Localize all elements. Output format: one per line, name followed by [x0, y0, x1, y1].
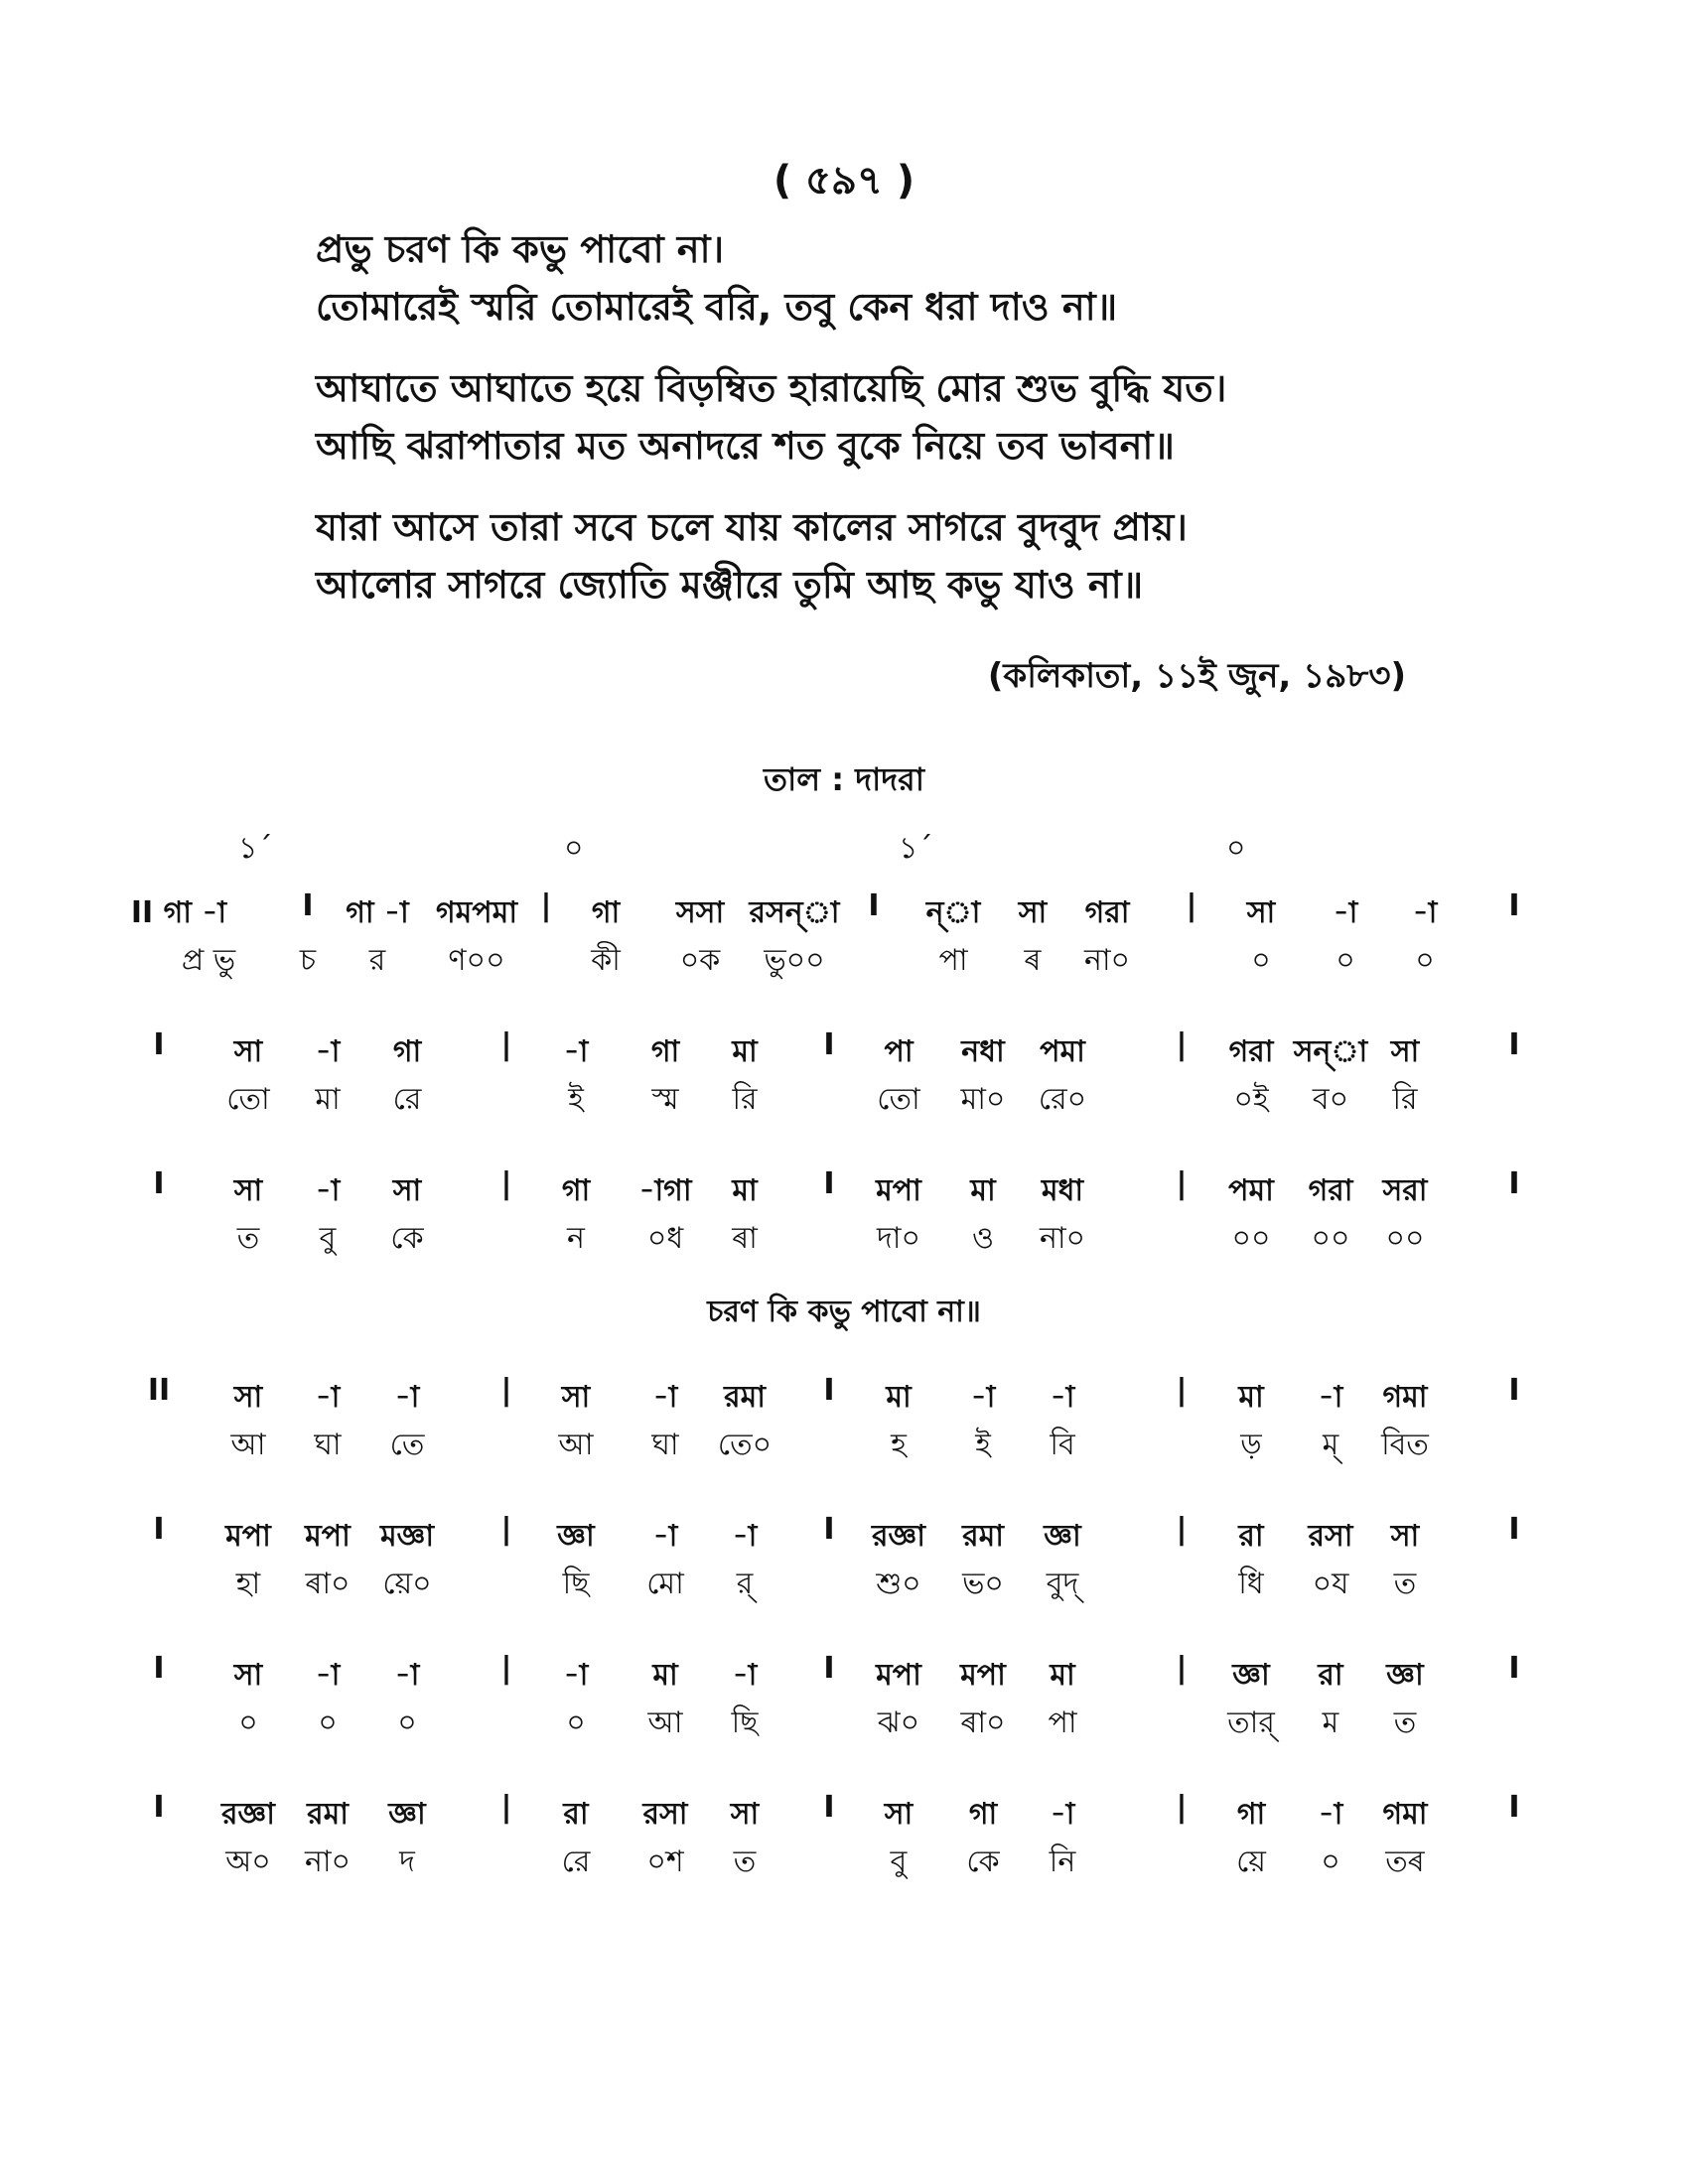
swara-cell: -া — [732, 1519, 758, 1554]
lyric-syllable: ত — [1393, 1706, 1417, 1740]
lyric-syllable: হ — [891, 1428, 907, 1462]
lyric-syllable: তো — [226, 1082, 270, 1117]
swara-cell: -া — [563, 1034, 589, 1069]
lyric-syllable: রে — [561, 1844, 591, 1879]
swara-cell: -া — [1318, 1797, 1343, 1832]
swara-cell: সা — [392, 1173, 422, 1208]
swara-cell: I — [1508, 1373, 1520, 1408]
lyrics — [316, 220, 1458, 637]
lyric-syllable: বু — [319, 1221, 337, 1256]
swara-cell: মজ্ঞা — [379, 1519, 435, 1554]
swara-cell: -া — [1050, 1797, 1075, 1832]
swara-row — [130, 888, 1539, 936]
lyric-syllable: ত — [1393, 1567, 1417, 1601]
swara-cell: I — [302, 888, 314, 923]
swara-cell: পমা — [1040, 1034, 1085, 1069]
notation-block — [149, 1166, 1539, 1262]
stanza-2 — [316, 359, 1458, 475]
lyric-syllable: ঝ০ — [877, 1706, 920, 1740]
swara-row — [149, 1512, 1539, 1560]
lyric-syllable-row — [149, 1214, 1539, 1262]
swara-cell: রসা — [642, 1797, 688, 1832]
swara-cell: সা — [561, 1380, 591, 1415]
lyric-syllable: ধি — [1238, 1567, 1264, 1601]
lyric-syllable: অ০ — [225, 1844, 271, 1879]
lyric-syllable: ম্ — [1322, 1428, 1339, 1462]
swara-cell: রা — [1318, 1658, 1343, 1693]
lyric-syllable: ০ — [566, 1706, 586, 1740]
swara-cell: মপা — [225, 1519, 271, 1554]
notation-block — [149, 1027, 1539, 1123]
lyric-syllable: বু — [890, 1844, 908, 1879]
lyric-syllable: না০ — [304, 1844, 352, 1879]
swara-cell: II গা -া — [130, 895, 227, 930]
lyric-syllable: ০০ — [1231, 1221, 1271, 1256]
swara-cell: রমা — [962, 1519, 1004, 1554]
swara-cell: মপা — [960, 1658, 1006, 1693]
lyric-line: যারা আসে তারা সবে চলে যায় কালের সাগরে বুদবুদ প্রায়। — [316, 505, 1188, 549]
lyric-syllable: ০০ — [1311, 1221, 1350, 1256]
notation-block — [149, 1651, 1539, 1746]
lyric-syllable: ০ক — [679, 943, 721, 978]
lyric-line: আলোর সাগরে জ্যোতি মঞ্জীরে তুমি আছ কভু যাও না॥ — [316, 563, 1144, 607]
lyric-syllable: মো — [646, 1567, 684, 1601]
swara-cell: | — [1176, 1651, 1188, 1686]
lyric-syllable: ণ০০ — [448, 943, 505, 978]
swara-cell: সা — [233, 1658, 263, 1693]
swara-cell: I — [823, 1512, 835, 1547]
swara-cell: রসা — [1308, 1519, 1353, 1554]
lyric-syllable: ৰা০ — [960, 1706, 1006, 1740]
lyric-syllable: ০ — [238, 1706, 258, 1740]
swara-cell: -া — [970, 1380, 996, 1415]
lyric-syllable: ০ — [1415, 943, 1435, 978]
swara-cell: -া — [315, 1658, 341, 1693]
swara-cell: গা — [968, 1797, 998, 1832]
swara-cell: I — [153, 1027, 165, 1062]
swara-cell: মা — [1238, 1380, 1264, 1415]
swara-cell: I — [823, 1651, 835, 1686]
lyric-syllable: র — [368, 943, 386, 978]
swara-row — [149, 1373, 1539, 1421]
swara-row — [149, 1790, 1539, 1838]
stanza-3 — [316, 498, 1458, 614]
lyric-syllable: বিত — [1381, 1428, 1429, 1462]
tala-label: তাল : দাদরা — [764, 760, 924, 798]
swara-cell: গা — [650, 1034, 680, 1069]
swara-cell: | — [500, 1512, 512, 1547]
lyric-syllable: রে — [392, 1082, 422, 1117]
lyric-syllable: ম — [1322, 1706, 1339, 1740]
swara-cell: রসন্া — [749, 895, 840, 930]
swara-cell: | — [1176, 1512, 1188, 1547]
swara-cell: | — [500, 1166, 512, 1201]
swara-cell: গরা — [1228, 1034, 1274, 1069]
beat-mark: ০ — [564, 831, 584, 866]
swara-cell: -াগা — [638, 1173, 692, 1208]
swara-cell: I — [823, 1373, 835, 1408]
lyric-line: প্রভু চরণ কি কভু পাবো না। — [316, 227, 725, 271]
lyric-syllable: ০ — [1336, 943, 1355, 978]
lyric-line: আছি ঝরাপাতার মত অনাদরে শত বুকে নিয়ে তব ভাবনা॥ — [316, 424, 1175, 468]
swara-cell: | — [1176, 1373, 1188, 1408]
swara-cell: মা — [652, 1658, 678, 1693]
swara-cell: পা — [884, 1034, 914, 1069]
lyric-syllable: রি — [1392, 1082, 1418, 1117]
lyric-syllable: ব০ — [1312, 1082, 1349, 1117]
lyric-syllable: রে০ — [1038, 1082, 1087, 1117]
swara-cell: I — [1508, 1790, 1520, 1825]
swara-row — [149, 1027, 1539, 1075]
lyric-syllable: তো — [877, 1082, 920, 1117]
lyric-syllable-row — [149, 936, 1539, 984]
lyric-syllable: র্ — [736, 1567, 754, 1601]
swara-cell: | — [500, 1651, 512, 1686]
swara-cell: গা — [561, 1173, 591, 1208]
lyric-syllable: ঘা — [651, 1428, 679, 1462]
swara-cell: | — [500, 1790, 512, 1825]
swara-cell: -া — [732, 1658, 758, 1693]
swara-row — [149, 1166, 1539, 1214]
lyric-syllable: তৰ — [1385, 1844, 1425, 1879]
lyric-syllable: ০য — [1312, 1567, 1349, 1601]
swara-cell: সা — [884, 1797, 914, 1832]
lyric-syllable: মা০ — [960, 1082, 1006, 1117]
lyric-syllable: দ — [399, 1844, 415, 1879]
lyric-syllable-row — [149, 1075, 1539, 1123]
swara-cell: I — [868, 888, 880, 923]
lyric-syllable: রি — [732, 1082, 758, 1117]
lyric-syllable: ০ — [1251, 943, 1271, 978]
swara-cell: -া — [315, 1380, 341, 1415]
swara-cell: সা — [233, 1380, 263, 1415]
lyric-syllable: কী — [591, 943, 621, 978]
beat-mark: ১´ — [238, 831, 273, 866]
swara-cell: সা — [1390, 1519, 1420, 1554]
swara-cell: গা — [1236, 1797, 1266, 1832]
lyric-syllable: য়ে০ — [382, 1567, 432, 1601]
swara-cell: I — [1508, 1027, 1520, 1062]
lyric-syllable: শু০ — [876, 1567, 921, 1601]
swara-cell: I — [1508, 1512, 1520, 1547]
swara-cell: জ্ঞা — [557, 1519, 595, 1554]
lyric-syllable: আ — [230, 1428, 266, 1462]
lyric-syllable: ত — [733, 1844, 757, 1879]
swara-cell: I — [1508, 1651, 1520, 1686]
swara-cell: রমা — [307, 1797, 349, 1832]
swara-cell: -া — [315, 1034, 341, 1069]
lyric-syllable: ৰা০ — [305, 1567, 351, 1601]
swara-cell: -া — [1318, 1380, 1343, 1415]
refrain-line: চরণ কি কভু পাবো না॥ — [707, 1295, 981, 1329]
swara-cell: সা — [233, 1034, 263, 1069]
swara-cell: -া — [1050, 1380, 1075, 1415]
swara-cell: -া — [563, 1658, 589, 1693]
stanza-1 — [316, 220, 1458, 336]
swara-cell: জ্ঞা — [1386, 1658, 1424, 1693]
swara-cell: সরা — [1382, 1173, 1428, 1208]
swara-cell: গা -া — [346, 895, 409, 930]
swara-cell: জ্ঞা — [1232, 1658, 1270, 1693]
lyric-syllable: পা — [938, 943, 968, 978]
lyric-syllable: চ — [299, 943, 317, 978]
swara-cell: জ্ঞা — [388, 1797, 426, 1832]
swara-cell: I — [153, 1166, 165, 1201]
swara-cell: গরা — [1084, 895, 1130, 930]
swara-cell: মপা — [305, 1519, 351, 1554]
swara-cell: গমা — [1382, 1797, 1428, 1832]
swara-cell: I — [153, 1790, 165, 1825]
swara-cell: সা — [1390, 1034, 1420, 1069]
swara-cell: | — [1186, 888, 1197, 923]
lyric-syllable: ০০ — [1385, 1221, 1425, 1256]
lyric-syllable: ০ — [1321, 1844, 1340, 1879]
swara-cell: মা — [886, 1380, 912, 1415]
beat-marks — [0, 824, 1688, 864]
lyric-syllable: হা — [235, 1567, 261, 1601]
swara-cell: রজ্ঞা — [872, 1519, 925, 1554]
swara-cell: জ্ঞা — [1044, 1519, 1081, 1554]
lyric-syllable: তে — [389, 1428, 425, 1462]
swara-cell: I — [153, 1651, 165, 1686]
notation-block — [130, 888, 1539, 984]
lyric-syllable: ০শ — [646, 1844, 684, 1879]
swara-cell: নধা — [961, 1034, 1005, 1069]
lyric-syllable: ত — [236, 1221, 260, 1256]
notation-block — [149, 1790, 1539, 1885]
notation-block — [149, 1373, 1539, 1468]
swara-cell: -া — [652, 1519, 678, 1554]
lyric-syllable: কে — [390, 1221, 424, 1256]
lyric-syllable: প্র ভু — [181, 943, 236, 978]
notation — [130, 888, 1539, 1929]
swara-cell: রজ্ঞা — [221, 1797, 275, 1832]
swara-cell: সা — [1018, 895, 1048, 930]
swara-cell: গা — [591, 895, 621, 930]
lyric-syllable: ই — [568, 1082, 584, 1117]
swara-cell: গরা — [1308, 1173, 1353, 1208]
lyric-syllable: ৰ — [1024, 943, 1042, 978]
lyric-line: আঘাতে আঘাতে হয়ে বিড়ম্বিত হারায়েছি মোর শুভ বুদ্ধি যত। — [316, 366, 1227, 410]
swara-cell: সা — [730, 1797, 760, 1832]
lyric-syllable: বুদ্ — [1046, 1567, 1079, 1601]
swara-cell: I — [823, 1166, 835, 1201]
lyric-syllable: ০ — [397, 1706, 417, 1740]
swara-cell: I — [823, 1790, 835, 1825]
lyric-syllable: ভু০০ — [764, 943, 825, 978]
lyric-syllable: কে — [966, 1844, 1000, 1879]
swara-cell: রা — [563, 1797, 589, 1832]
swara-cell: -া — [315, 1173, 341, 1208]
swara-cell: | — [500, 1373, 512, 1408]
swara-cell: -া — [394, 1658, 420, 1693]
swara-cell: সসা — [675, 895, 725, 930]
lyric-syllable-row — [149, 1560, 1539, 1607]
lyric-syllable: না০ — [1083, 943, 1131, 978]
swara-cell: মা — [1050, 1658, 1075, 1693]
lyric-syllable: ড় — [1240, 1428, 1262, 1462]
swara-cell: মপা — [876, 1173, 921, 1208]
swara-cell: | — [500, 1027, 512, 1062]
swara-cell: গমপমা — [435, 895, 518, 930]
lyric-syllable: ০ধ — [646, 1221, 684, 1256]
lyric-syllable: ও — [971, 1221, 995, 1256]
lyric-syllable-row — [149, 1838, 1539, 1885]
swara-cell: -া — [1412, 895, 1438, 930]
swara-cell: মপা — [876, 1658, 921, 1693]
swara-cell: মা — [732, 1173, 758, 1208]
swara-cell: II — [147, 1373, 171, 1408]
swara-cell: সা — [233, 1173, 263, 1208]
lyric-syllable: য়ে — [1236, 1844, 1266, 1879]
swara-cell: -া — [394, 1380, 420, 1415]
swara-cell: | — [1176, 1027, 1188, 1062]
notation-block — [149, 1512, 1539, 1607]
swara-cell: রা — [1238, 1519, 1264, 1554]
lyric-syllable: ৰা — [732, 1221, 758, 1256]
lyric-syllable: ঘা — [314, 1428, 342, 1462]
swara-cell: I — [823, 1027, 835, 1062]
swara-cell: | — [1176, 1790, 1188, 1825]
lyric-syllable: দা০ — [877, 1221, 920, 1256]
lyric-syllable: বি — [1050, 1428, 1075, 1462]
beat-mark: ০ — [1226, 831, 1246, 866]
lyric-syllable: ছি — [562, 1567, 590, 1601]
lyric-syllable-row — [149, 1699, 1539, 1746]
swara-cell: | — [1176, 1166, 1188, 1201]
lyric-syllable: নি — [1049, 1844, 1076, 1879]
lyric-syllable: ই — [975, 1428, 991, 1462]
lyric-syllable: মা — [315, 1082, 341, 1117]
swara-cell: মা — [970, 1173, 996, 1208]
swara-cell: সা — [1246, 895, 1276, 930]
lyric-syllable: আ — [647, 1706, 683, 1740]
swara-cell: -া — [652, 1380, 678, 1415]
swara-cell: I — [1508, 888, 1520, 923]
swara-cell: গা — [392, 1034, 422, 1069]
swara-cell: মধা — [1041, 1173, 1084, 1208]
swara-cell: -া — [1333, 895, 1358, 930]
lyric-syllable: না০ — [1039, 1221, 1086, 1256]
lyric-syllable: স্ম — [651, 1082, 679, 1117]
lyric-syllable: তার্ — [1227, 1706, 1275, 1740]
page-number: ( ৫৯৭ ) — [773, 158, 915, 204]
lyric-syllable: ০ই — [1233, 1082, 1269, 1117]
swara-cell: সন্া — [1293, 1034, 1368, 1069]
swara-cell: ন্া — [925, 895, 981, 930]
swara-cell: | — [540, 888, 552, 923]
lyric-syllable: ছি — [731, 1706, 759, 1740]
lyric-syllable-row — [149, 1421, 1539, 1468]
lyric-syllable: পা — [1048, 1706, 1077, 1740]
beat-mark: ১´ — [899, 831, 933, 866]
lyric-line: তোমারেই স্মরি তোমারেই বরি, তবু কেন ধরা দাও না॥ — [316, 285, 1118, 329]
lyric-syllable: ০ — [318, 1706, 338, 1740]
place-date: (কলিকাতা, ১১ই জুন, ১৯৮৩) — [987, 656, 1406, 696]
swara-row — [149, 1651, 1539, 1699]
swara-cell: পমা — [1228, 1173, 1274, 1208]
lyric-syllable: আ — [558, 1428, 594, 1462]
lyric-syllable: তে০ — [717, 1428, 773, 1462]
swara-cell: I — [1508, 1166, 1520, 1201]
swara-cell: গমা — [1382, 1380, 1428, 1415]
lyric-syllable: ন — [567, 1221, 585, 1256]
swara-cell: মা — [732, 1034, 758, 1069]
swara-cell: I — [153, 1512, 165, 1547]
lyric-syllable: ভ০ — [962, 1567, 1004, 1601]
swara-cell: রমা — [724, 1380, 766, 1415]
